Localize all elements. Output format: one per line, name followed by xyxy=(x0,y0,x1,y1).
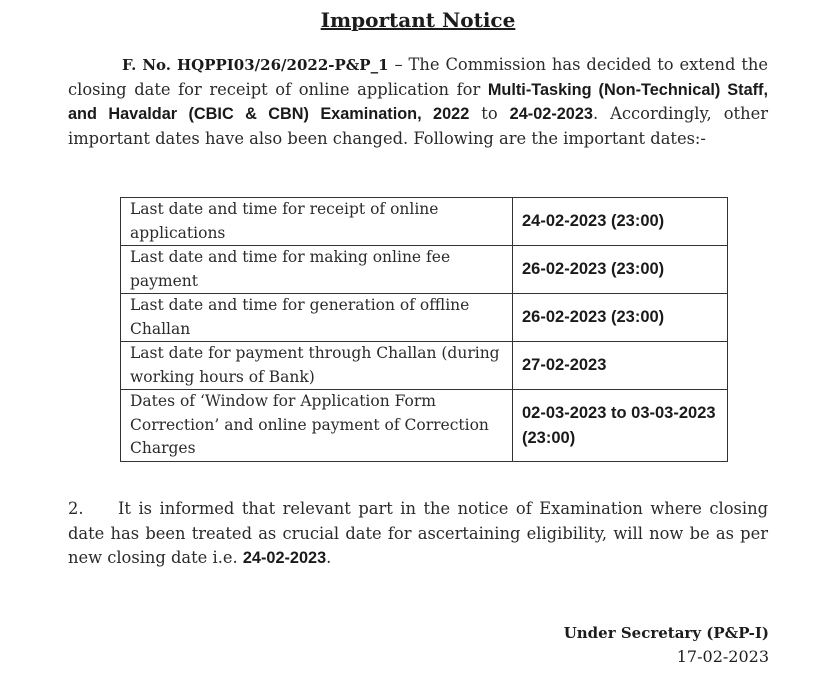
important-dates-table xyxy=(120,197,728,462)
date-label: Last date and time for making online fee payment xyxy=(121,246,513,294)
exam-name: Multi-Tasking (Non-Technical) Staff, and Havaldar (CBIC & CBN) Examination, 2022 xyxy=(68,80,768,123)
file-number: F. No. HQPPI03/26/2022-P&P_1 xyxy=(122,56,389,74)
notice-title: Important Notice xyxy=(320,8,516,32)
new-closing-date: 24-02-2023 xyxy=(509,105,593,123)
date-label: Last date and time for generation of offline Challan xyxy=(121,294,513,342)
paragraph-2-text: It is informed that relevant part in the notice of Examination where closing date has been treated as crucial date for ascertaining eligibility, will now be as per new closing date i.e. xyxy=(68,499,768,567)
date-value: 26-02-2023 (23:00) xyxy=(513,246,728,294)
intro-text-part-3: . Accordingly, other important dates have also been changed. Following are the important dates:- xyxy=(68,104,768,148)
table-row xyxy=(121,294,728,342)
signature-date: 17-02-2023 xyxy=(676,647,769,666)
date-value: 26-02-2023 (23:00) xyxy=(513,294,728,342)
intro-text-part-1: – The Commission has decided to extend the closing date for receipt of online application for xyxy=(68,55,768,99)
date-value: 02-03-2023 to 03-03-2023 (23:00) xyxy=(513,390,728,462)
date-value: 27-02-2023 xyxy=(513,342,728,390)
intro-paragraph xyxy=(68,53,768,151)
table-row xyxy=(121,342,728,390)
table-row xyxy=(121,198,728,246)
table-row xyxy=(121,246,728,294)
date-value: 24-02-2023 (23:00) xyxy=(513,198,728,246)
signatory-designation: Under Secretary (P&P-I) xyxy=(563,624,769,642)
paragraph-number: 2. xyxy=(68,499,84,518)
date-label: Last date and time for receipt of online applications xyxy=(121,198,513,246)
paragraph-2-date: 24-02-2023 xyxy=(242,549,327,567)
table-row xyxy=(121,390,728,462)
date-label: Last date for payment through Challan (during working hours of Bank) xyxy=(121,342,513,390)
paragraph-2-end: . xyxy=(326,548,332,567)
date-label: Dates of ‘Window for Application Form Correction’ and online payment of Correction Charges xyxy=(121,390,513,462)
signature-block xyxy=(564,621,769,669)
intro-text-part-2: to xyxy=(469,104,510,123)
paragraph-2 xyxy=(68,497,768,571)
